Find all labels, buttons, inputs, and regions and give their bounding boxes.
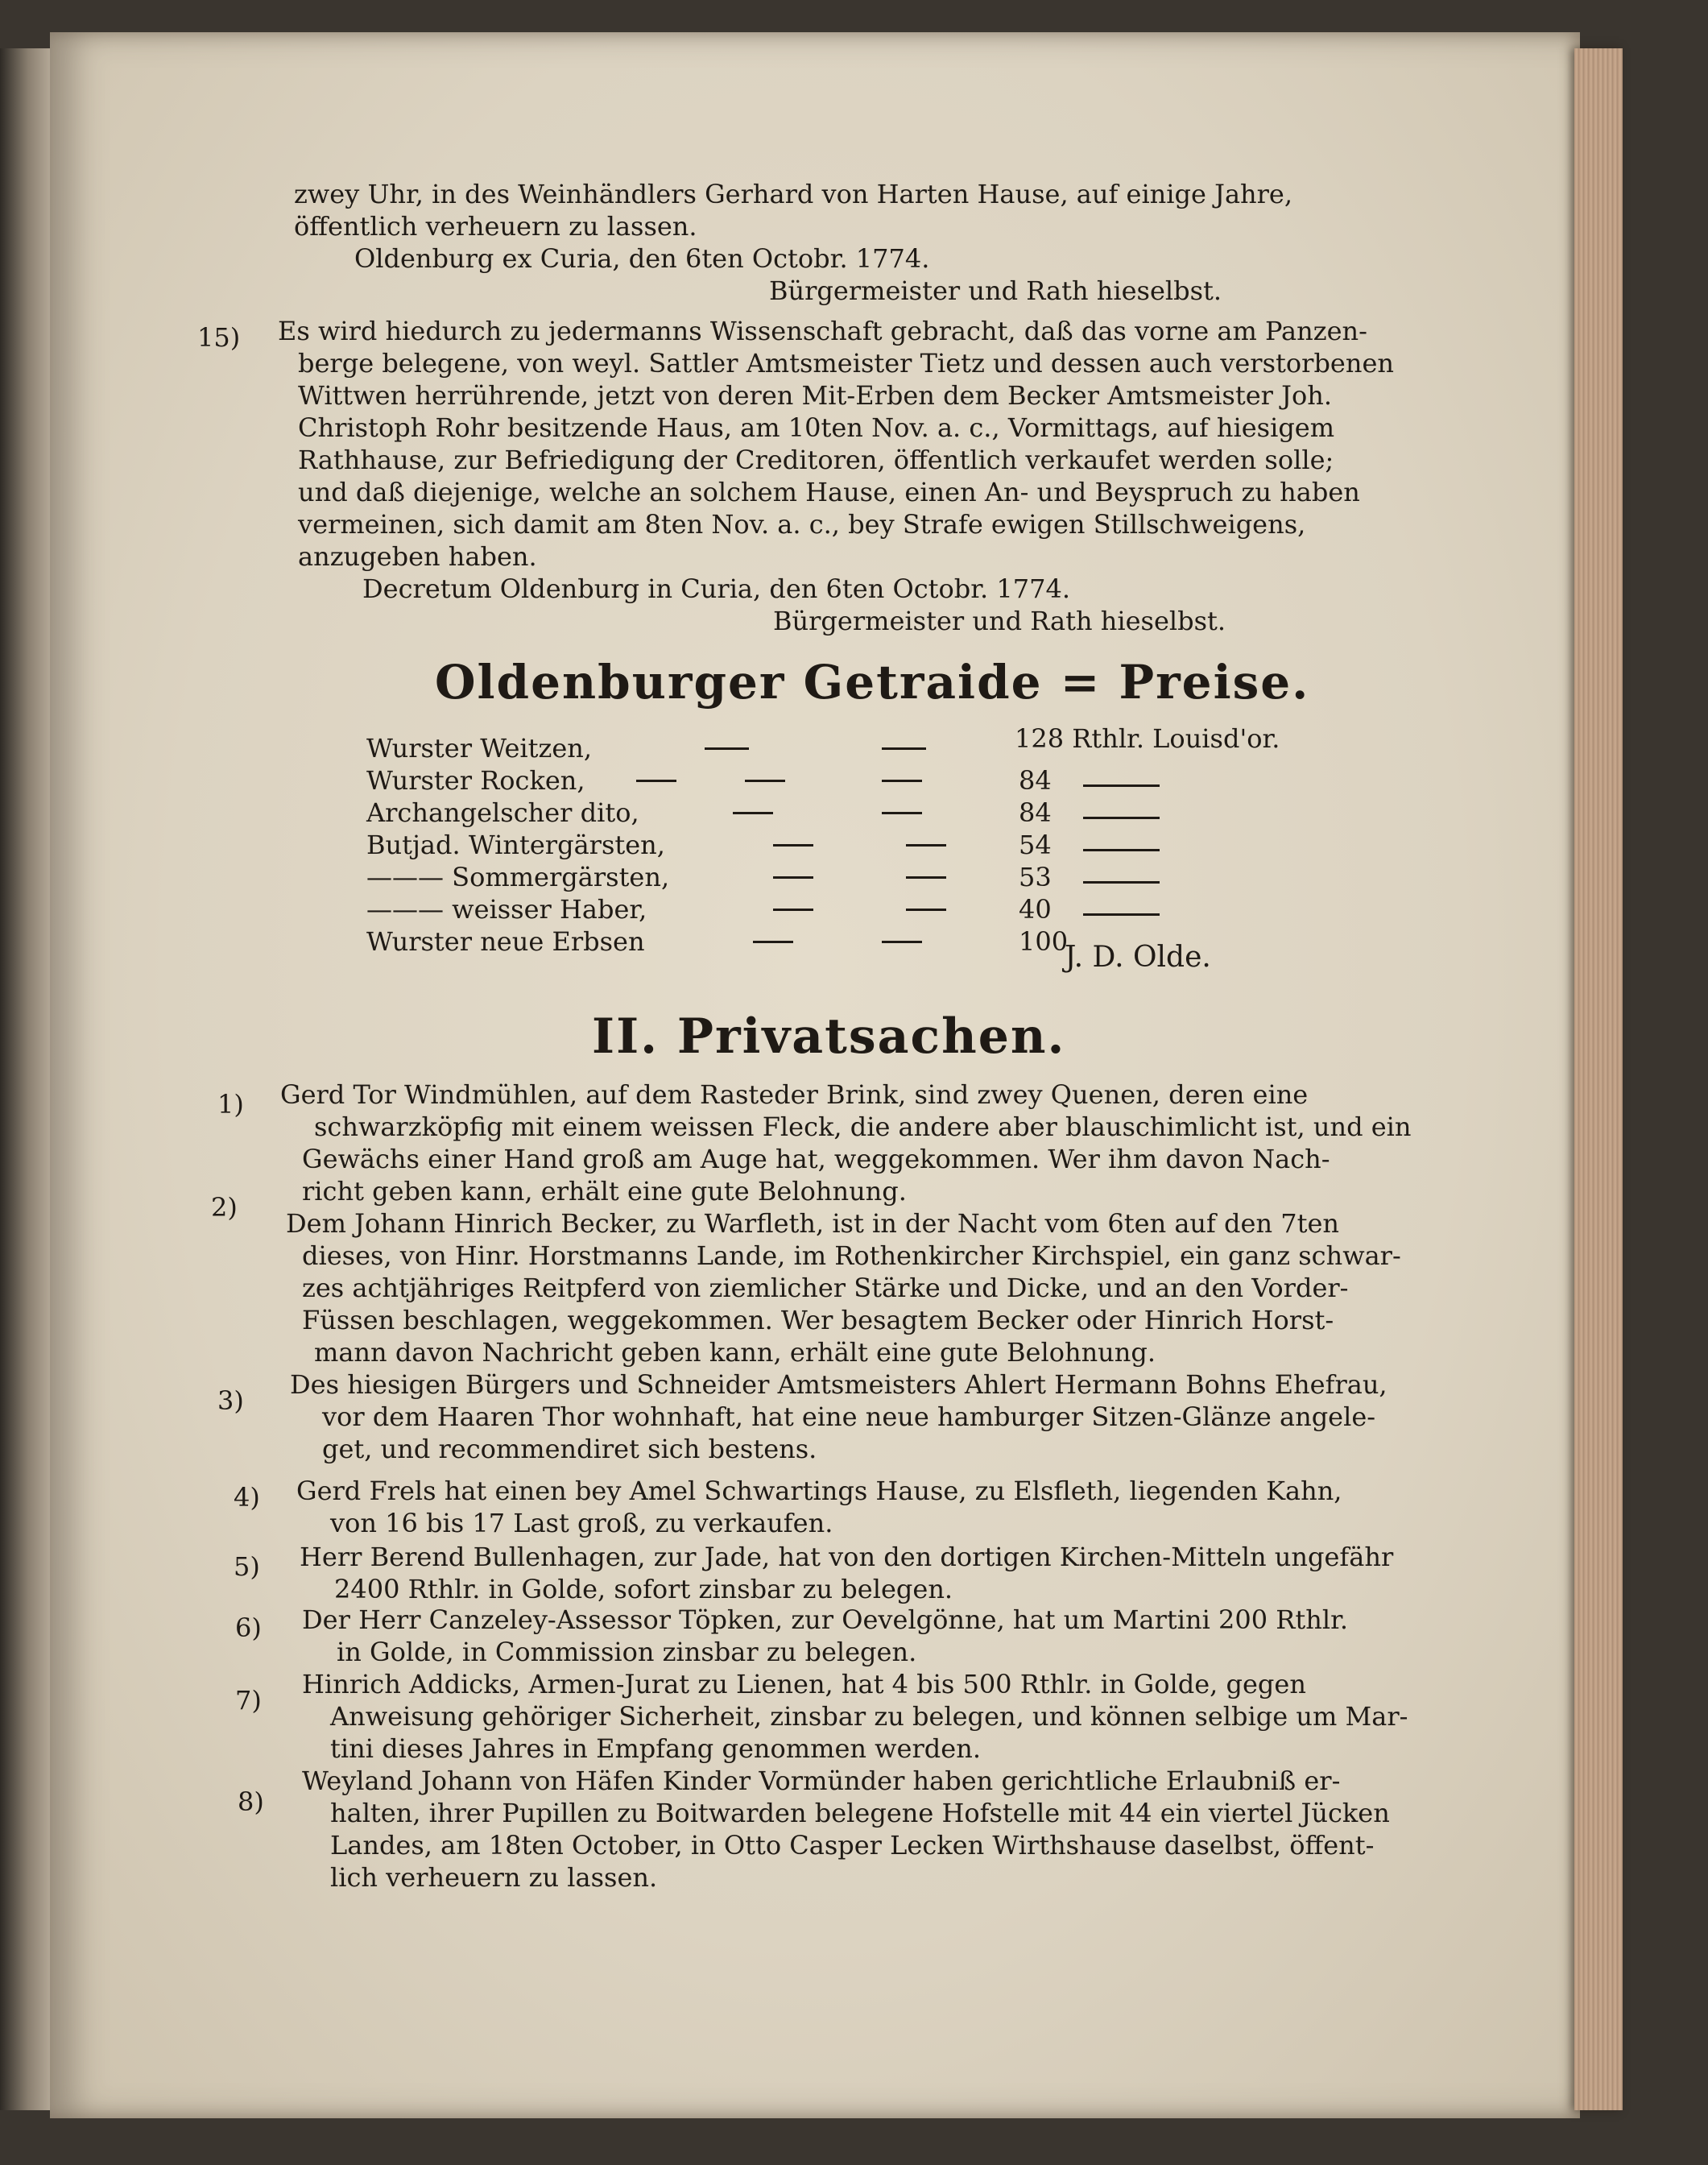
price-header: 128 Rthlr. Louisd'or. — [1015, 723, 1280, 754]
text-line: 2400 Rthlr. in Golde, sofort zinsbar zu belegen. — [334, 1574, 953, 1604]
leader-dash — [636, 780, 676, 782]
price-label: Wurster Rocken, — [366, 765, 585, 796]
text-line: get, und recommendiret sich bestens. — [322, 1434, 817, 1464]
price-value: 100 — [1019, 926, 1069, 957]
leader-dash — [882, 780, 922, 782]
notice-number: 15) — [197, 322, 241, 353]
text-line: schwarzköpfig mit einem weissen Fleck, die andere aber blauschimlicht ist, und ein — [314, 1111, 1412, 1142]
leader-dash — [773, 909, 813, 911]
text-line: Gerd Tor Windmühlen, auf dem Rasteder Brink, sind zwey Quenen, deren eine — [280, 1079, 1309, 1110]
text-line: Hinrich Addicks, Armen-Jurat zu Lienen, hat 4 bis 500 Rthlr. in Golde, gegen — [302, 1669, 1306, 1699]
text-line: in Golde, in Commission zinsbar zu belegen. — [337, 1637, 917, 1667]
leader-dash — [906, 876, 946, 879]
price-label: Wurster Weitzen, — [366, 733, 593, 764]
price-value: 53 — [1019, 862, 1052, 892]
text-line: öffentlich verheuern zu lassen. — [294, 211, 697, 242]
price-label: ——— weisser Haber, — [366, 894, 647, 925]
text-line: Christoph Rohr besitzende Haus, am 10ten Nov. a. c., Vormittags, auf hiesigem — [298, 412, 1335, 443]
text-line: halten, ihrer Pupillen zu Boitwarden belegene Hofstelle mit 44 ein viertel Jücken — [330, 1798, 1390, 1828]
text-line: Wittwen herrührende, jetzt von deren Mit-Erben dem Becker Amtsmeister Joh. — [298, 380, 1332, 411]
price-rule — [1083, 817, 1160, 819]
text-line: mann davon Nachricht geben kann, erhält eine gute Belohnung. — [314, 1337, 1156, 1368]
signature-line: Bürgermeister und Rath hieselbst. — [773, 606, 1226, 636]
text-line: berge belegene, von weyl. Sattler Amtsmeister Tietz und dessen auch verstorbenen — [298, 348, 1395, 379]
text-line: Weyland Johann von Häfen Kinder Vormünder haben gerichtliche Erlaubniß er- — [302, 1766, 1341, 1796]
text-line: und daß diejenige, welche an solchem Hause, einen An- und Beyspruch zu haben — [298, 477, 1360, 507]
section-heading: II. Privatsachen. — [592, 1008, 1066, 1065]
leader-dash — [733, 812, 773, 814]
date-line: Oldenburg ex Curia, den 6ten Octobr. 1774. — [354, 243, 930, 274]
notice-number: 6) — [235, 1612, 262, 1643]
price-value: 40 — [1019, 894, 1052, 925]
price-row — [366, 830, 1333, 860]
leader-dash — [705, 747, 749, 750]
notice-number: 1) — [217, 1089, 244, 1120]
text-line: Dem Johann Hinrich Becker, zu Warfleth, ist in der Nacht vom 6ten auf den 7ten — [286, 1208, 1340, 1239]
text-line: Der Herr Canzeley-Assessor Töpken, zur Oevelgönne, hat um Martini 200 Rthlr. — [302, 1604, 1349, 1635]
notice-number: 8) — [238, 1786, 264, 1817]
leader-dash — [753, 941, 793, 943]
text-line: von 16 bis 17 Last groß, zu verkaufen. — [330, 1508, 833, 1538]
leader-dash — [906, 844, 946, 847]
text-line: anzugeben haben. — [298, 541, 537, 572]
text-line: dieses, von Hinr. Horstmanns Lande, im Rothenkircher Kirchspiel, ein ganz schwar- — [302, 1240, 1401, 1271]
text-line: vermeinen, sich damit am 8ten Nov. a. c., bey Strafe ewigen Stillschweigens, — [298, 509, 1306, 540]
price-rule — [1083, 881, 1160, 884]
notice-number: 3) — [217, 1385, 244, 1416]
signature-line: Bürgermeister und Rath hieselbst. — [769, 275, 1222, 306]
notice-number: 4) — [234, 1482, 260, 1513]
text-line: Landes, am 18ten October, in Otto Casper Lecken Wirthshause daselbst, öffent- — [330, 1830, 1375, 1861]
date-line: Decretum Oldenburg in Curia, den 6ten Octobr. 1774. — [362, 573, 1070, 604]
text-line: Herr Berend Bullenhagen, zur Jade, hat von den dortigen Kirchen-Mitteln ungefähr — [300, 1542, 1394, 1572]
text-line: Rathhause, zur Befriedigung der Creditoren, öffentlich verkaufet werden solle; — [298, 445, 1334, 475]
text-line: Es wird hiedurch zu jedermanns Wissenschaft gebracht, daß das vorne am Panzen- — [278, 316, 1367, 346]
price-row — [366, 765, 1333, 796]
text-line: Gerd Frels hat einen bey Amel Schwartings Hause, zu Elsfleth, liegenden Kahn, — [296, 1476, 1342, 1506]
notice-number: 5) — [234, 1551, 260, 1582]
text-line: tini dieses Jahres in Empfang genommen werden. — [330, 1733, 981, 1764]
price-rule — [1083, 913, 1160, 916]
price-row — [366, 797, 1333, 828]
price-label: Wurster neue Erbsen — [366, 926, 645, 957]
leader-dash — [773, 844, 813, 847]
text-line: zwey Uhr, in des Weinhändlers Gerhard von Harten Hause, auf einige Jahre, — [294, 179, 1293, 209]
leader-dash — [882, 812, 922, 814]
text-line: Des hiesigen Bürgers und Schneider Amtsmeisters Ahlert Hermann Bohns Ehefrau, — [290, 1369, 1387, 1400]
price-rule — [1083, 784, 1160, 787]
text-line: Anweisung gehöriger Sicherheit, zinsbar zu belegen, und können selbige um Mar- — [330, 1701, 1408, 1732]
leader-dash — [882, 941, 922, 943]
leader-dash — [745, 780, 785, 782]
notice-number: 2) — [211, 1192, 238, 1223]
price-table-title: Oldenburger Getraide = Preise. — [435, 655, 1310, 710]
price-label: Butjad. Wintergärsten, — [366, 830, 665, 860]
text-line: Füssen beschlagen, weggekommen. Wer besagtem Becker oder Hinrich Horst- — [302, 1305, 1334, 1335]
price-row — [366, 862, 1333, 892]
leader-dash — [882, 747, 926, 750]
price-rule — [1083, 849, 1160, 851]
price-row — [366, 894, 1333, 925]
text-line: zes achtjähriges Reitpferd von ziemlicher Stärke und Dicke, und an den Vorder- — [302, 1273, 1349, 1303]
price-label: ——— Sommergärsten, — [366, 862, 670, 892]
price-signature: J. D. Olde. — [1065, 941, 1211, 974]
price-row — [366, 733, 1333, 764]
text-line: richt geben kann, erhält eine gute Belohnung. — [302, 1176, 907, 1207]
leader-dash — [906, 909, 946, 911]
price-value: 84 — [1019, 765, 1052, 796]
text-line: vor dem Haaren Thor wohnhaft, hat eine neue hamburger Sitzen-Glänze angele- — [322, 1401, 1376, 1432]
text-line: Gewächs einer Hand groß am Auge hat, weggekommen. Wer ihm davon Nach- — [302, 1144, 1330, 1174]
text-line: lich verheuern zu lassen. — [330, 1862, 658, 1893]
notice-number: 7) — [235, 1685, 262, 1716]
price-value: 84 — [1019, 797, 1052, 828]
leader-dash — [773, 876, 813, 879]
price-value: 54 — [1019, 830, 1052, 860]
price-label: Archangelscher dito, — [366, 797, 639, 828]
